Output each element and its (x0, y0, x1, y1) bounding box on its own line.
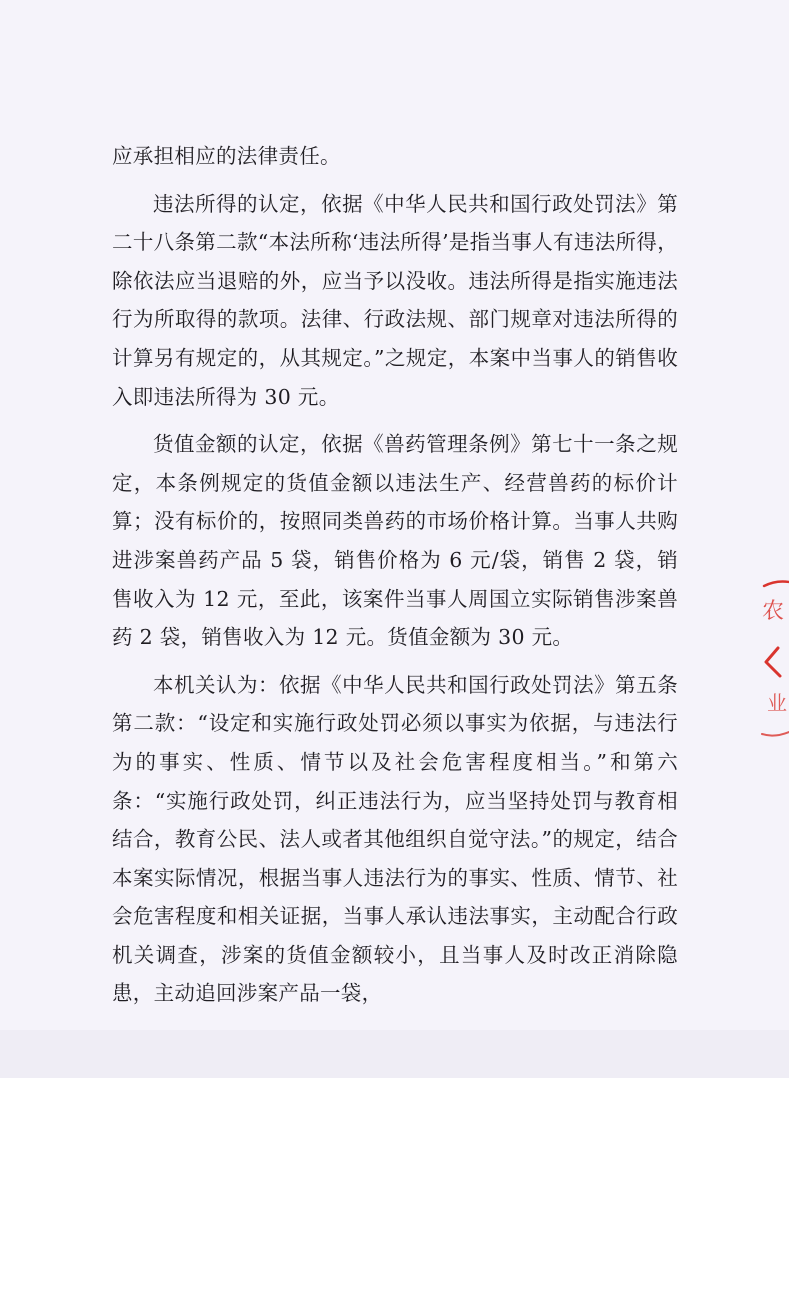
seal-glyph-top: 农 (762, 599, 785, 624)
official-seal-fragment (758, 578, 789, 738)
seal-bracket-mark (766, 648, 780, 676)
scan-bottom-band (0, 1030, 789, 1078)
paragraph-agency-opinion: 本机关认为：依据《中华人民共和国行政处罚法》第五条第二款：“设定和实施行政处罚必须以事实为依据，与违法行为的事实、性质、情节以及社会危害程度相当。”和第六条：“实施行政处罚，纠正违法行为，应当坚持处罚与教育相结合，教育公民、法人或者其他组织自觉守法。”的规定，结合本案实际情况，根据当事人违法行为的事实、性质、情节、社会危害程度和相关证据，当事人承认违法事实，主动配合行政机关调查，涉案的货值金额较小，且当事人及时改正消除隐患，主动追回涉案产品一袋， (112, 672, 678, 1006)
seal-glyph-bottom: 业 (767, 691, 787, 715)
document-body (112, 137, 678, 1022)
paragraph-illegal-income: 违法所得的认定，依据《中华人民共和国行政处罚法》第二十八条第二款“本法所称‘违法所得’是指当事人有违法所得，除依法应当退赔的外，应当予以没收。违法所得是指实施违法行为所取得的款项。法律、行政法规、部门规章对违法所得的计算另有规定的，从其规定。”之规定，本案中当事人的销售收入即违法所得为 30 元。 (112, 191, 678, 409)
paragraph-continuation: 应承担相应的法律责任。 (112, 144, 341, 168)
seal-arc-bottom (762, 732, 789, 736)
seal-arc-top (764, 582, 789, 587)
paragraph-goods-value: 货值金额的认定，依据《兽药管理条例》第七十一条之规定，本条例规定的货值金额以违法生产、经营兽药的标价计算；没有标价的，按照同类兽药的市场价格计算。当事人共购进涉案兽药产品 5 袋，销售价格为 6 元/袋，销售 2 袋，销售收入为 12 元，至此，该案件当事人周国立实际销售涉案兽药 2 袋，销售收入为 12 元。货值金额为 30 元。 (112, 432, 678, 650)
